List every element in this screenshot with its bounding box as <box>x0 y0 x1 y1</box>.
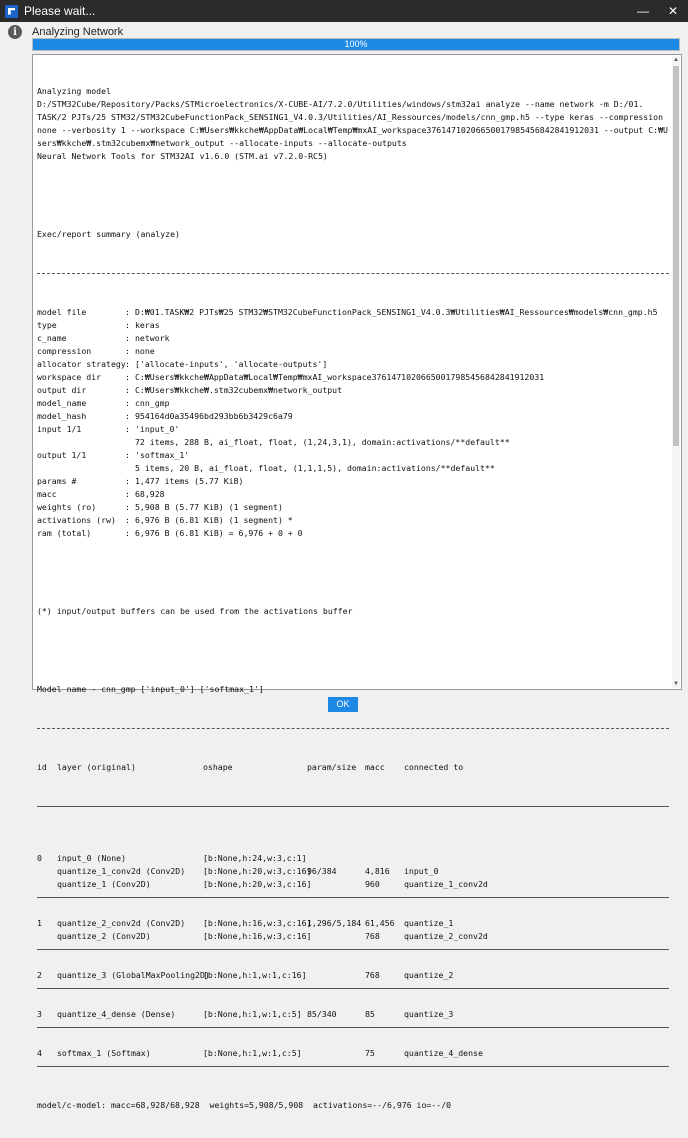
summary-detail: 5 items, 20 B, ai_float, float, (1,1,1,5), domain:activations/**default** <box>135 463 495 473</box>
header-layer: layer (original) <box>57 762 136 772</box>
separator: : <box>125 333 130 343</box>
cell-id: 0 <box>37 853 42 863</box>
separator: : <box>125 372 130 382</box>
separator: : <box>125 320 130 330</box>
summary-value: 6,976 B (6.81 KiB) = 6,976 + 0 + 0 <box>135 528 303 538</box>
summary-row <box>37 514 669 527</box>
summary-key: activations (rw) <box>37 515 116 525</box>
separator: : <box>125 398 130 408</box>
summary-key: type <box>37 320 57 330</box>
summary-value: 5,908 B (5.77 KiB) (1 segment) <box>135 502 283 512</box>
divider <box>37 267 669 280</box>
close-button[interactable]: ✕ <box>667 4 679 18</box>
divider <box>37 800 669 813</box>
window-controls <box>628 0 688 22</box>
cell-connected: quantize_4_dense <box>404 1048 483 1058</box>
separator: : <box>125 489 130 499</box>
header-oshape: oshape <box>203 762 233 772</box>
separator: : <box>125 450 130 460</box>
divider <box>37 943 669 956</box>
cell-layer: quantize_3 (GlobalMaxPooling2D) <box>57 970 210 980</box>
progress-bar <box>32 38 680 51</box>
footnote: (*) input/output buffers can be used from the activations buffer <box>37 606 353 616</box>
summary-key: allocator strategy <box>37 359 126 369</box>
separator: : <box>125 515 130 525</box>
table-row <box>37 865 669 878</box>
summary-key: model_name <box>37 398 87 408</box>
divider <box>37 722 669 735</box>
cell-macc: 4,816 <box>365 866 390 876</box>
cell-layer: quantize_1_conv2d (Conv2D) <box>57 866 186 876</box>
minimize-button[interactable]: — <box>637 4 649 18</box>
summary-row <box>37 410 669 423</box>
cell-layer: softmax_1 (Softmax) <box>57 1048 151 1058</box>
cell-param: 85/340 <box>307 1009 337 1019</box>
summary-row <box>37 319 669 332</box>
vertical-scrollbar[interactable] <box>672 56 680 688</box>
summary-key: output 1/1 <box>37 450 87 460</box>
summary-key: params # <box>37 476 77 486</box>
cell-oshape: [b:None,h:20,w:3,c:16] <box>203 866 312 876</box>
divider <box>37 891 669 904</box>
cell-macc: 75 <box>365 1048 375 1058</box>
separator: : <box>125 359 130 369</box>
cell-oshape: [b:None,h:1,w:1,c:5] <box>203 1009 302 1019</box>
summary-row <box>37 358 669 371</box>
summary-value: 'input_0' <box>135 424 180 434</box>
summary-value: ['allocate-inputs', 'allocate-outputs'] <box>135 359 328 369</box>
header-macc: macc <box>365 762 385 772</box>
summary-row <box>37 527 669 540</box>
summary-row <box>37 345 669 358</box>
cell-oshape: [b:None,h:16,w:3,c:16] <box>203 931 312 941</box>
status-label: Analyzing Network <box>32 26 124 38</box>
log-line: Neural Network Tools for STM32AI v1.6.0 (STM.ai v7.2.0-RC5) <box>37 151 328 161</box>
cell-connected: quantize_2_conv2d <box>404 931 488 941</box>
summary-key: workspace dir <box>37 372 102 382</box>
layer-table <box>37 839 669 1073</box>
summary-detail: 72 items, 288 B, ai_float, float, (1,24,3,1), domain:activations/**default** <box>135 437 510 447</box>
divider <box>37 1021 669 1034</box>
separator: : <box>125 528 130 538</box>
summary-value: network <box>135 333 170 343</box>
summary-value: cnn_gmp <box>135 398 170 408</box>
model-name-line: Model name - cnn_gmp ['input_0'] ['softmax_1'] <box>37 684 264 694</box>
cell-id: 3 <box>37 1009 42 1019</box>
summary-value: 954164d0a35496bd293bb6b3429c6a79 <box>135 411 293 421</box>
cell-macc: 61,456 <box>365 918 395 928</box>
cell-connected: quantize_2 <box>404 970 454 980</box>
log-line: Analyzing model <box>37 86 111 96</box>
footer-line: model/c-model: macc=68,928/68,928 weights=5,908/5,908 activations=--/6,976 io=--/0 <box>37 1100 452 1110</box>
cell-layer: quantize_4_dense (Dense) <box>57 1009 176 1019</box>
separator: : <box>125 502 130 512</box>
cell-oshape: [b:None,h:24,w:3,c:1] <box>203 853 307 863</box>
summary-value: 68,928 <box>135 489 165 499</box>
table-row <box>37 930 669 943</box>
separator: : <box>125 385 130 395</box>
info-icon: i <box>8 25 22 39</box>
cell-oshape: [b:None,h:1,w:1,c:5] <box>203 1048 302 1058</box>
table-row <box>37 878 669 891</box>
cell-macc: 960 <box>365 879 380 889</box>
table-row <box>37 969 669 982</box>
separator: : <box>125 307 130 317</box>
scroll-thumb[interactable] <box>673 66 679 446</box>
cell-connected: quantize_1_conv2d <box>404 879 488 889</box>
summary-title: Exec/report summary (analyze) <box>37 229 180 239</box>
cell-id: 2 <box>37 970 42 980</box>
summary-key: macc <box>37 489 57 499</box>
summary-value: 6,976 B (6.81 KiB) (1 segment) * <box>135 515 293 525</box>
cell-layer: quantize_2_conv2d (Conv2D) <box>57 918 186 928</box>
cell-macc: 768 <box>365 970 380 980</box>
summary-list <box>37 306 669 540</box>
scroll-down-icon[interactable]: ▼ <box>673 681 679 687</box>
summary-key: compression <box>37 346 92 356</box>
ok-button[interactable]: OK <box>328 697 358 712</box>
cell-layer: quantize_1 (Conv2D) <box>57 879 151 889</box>
cell-macc: 85 <box>365 1009 375 1019</box>
header-connected: connected to <box>404 762 464 772</box>
log-content <box>37 59 669 1138</box>
header-param: param/size <box>307 762 357 772</box>
summary-key: ram (total) <box>37 528 92 538</box>
divider <box>37 982 669 995</box>
table-row <box>37 1008 669 1021</box>
summary-key: model file <box>37 307 87 317</box>
separator: : <box>125 411 130 421</box>
separator: : <box>125 424 130 434</box>
log-line: D:/STM32Cube/Repository/Packs/STMicroelectronics/X-CUBE-AI/7.2.0/Utilities/windows/stm32ai analyze --name network -m D:/01. <box>37 99 644 109</box>
separator: : <box>125 476 130 486</box>
summary-row <box>37 397 669 410</box>
summary-row <box>37 488 669 501</box>
cell-layer: quantize_2 (Conv2D) <box>57 931 151 941</box>
table-row <box>37 852 669 865</box>
cell-oshape: [b:None,h:20,w:3,c:16] <box>203 879 312 889</box>
summary-key: input 1/1 <box>37 424 82 434</box>
summary-key: weights (ro) <box>37 502 97 512</box>
window-title: Please wait... <box>24 4 96 18</box>
summary-row <box>37 332 669 345</box>
summary-row <box>37 384 669 397</box>
cell-id: 1 <box>37 918 42 928</box>
log-header <box>37 85 669 163</box>
cell-param: 96/384 <box>307 866 337 876</box>
summary-row <box>37 423 669 436</box>
divider <box>37 1060 669 1073</box>
summary-value: 'softmax_1' <box>135 450 190 460</box>
summary-value: 1,477 items (5.77 KiB) <box>135 476 244 486</box>
scroll-up-icon[interactable]: ▲ <box>673 57 679 63</box>
separator: : <box>125 346 130 356</box>
log-line: TASK/2 PJTs/25 STM32/STM32CubeFunctionPack_SENSING1_V4.0.3/Utilities/AI_Ressources/models/cnn_gmp.h5 --type keras --compression none --verbosity 1 --workspace C:₩Users₩kkche₩AppData₩Local₩Temp₩mxAI_workspace37614710206650017985456842841912031 --output C:₩Users₩kkche₩.stm32cubemx₩network_output --allocate-inputs --allocate-outputs <box>37 112 668 148</box>
summary-row <box>37 371 669 384</box>
summary-value: C:₩Users₩kkche₩AppData₩Local₩Temp₩mxAI_workspace37614710206650017985456842841912031 <box>135 372 545 382</box>
cell-macc: 768 <box>365 931 380 941</box>
summary-value: C:₩Users₩kkche₩.stm32cubemx₩network_output <box>135 385 343 395</box>
summary-value: D:₩01.TASK₩2 PJTs₩25 STM32₩STM32CubeFunctionPack_SENSING1_V4.0.3₩Utilities₩AI_Ressources₩models₩cnn_gmp.h5 <box>135 307 658 317</box>
summary-row <box>37 449 669 462</box>
cell-id: 4 <box>37 1048 42 1058</box>
cell-connected: quantize_3 <box>404 1009 454 1019</box>
table-row <box>37 1047 669 1060</box>
header-id: id <box>37 762 47 772</box>
summary-row <box>37 475 669 488</box>
cell-oshape: [b:None,h:1,w:1,c:16] <box>203 970 307 980</box>
summary-row <box>37 306 669 319</box>
summary-row <box>37 501 669 514</box>
cell-layer: input_0 (None) <box>57 853 127 863</box>
summary-value: none <box>135 346 155 356</box>
title-bar <box>0 0 688 22</box>
cell-oshape: [b:None,h:16,w:3,c:16] <box>203 918 312 928</box>
cell-param: 1,296/5,184 <box>307 918 362 928</box>
cell-connected: quantize_1 <box>404 918 454 928</box>
summary-value: keras <box>135 320 160 330</box>
progress-text: 100% <box>344 39 368 49</box>
cell-connected: input_0 <box>404 866 439 876</box>
summary-key: c_name <box>37 333 67 343</box>
app-icon <box>5 5 18 18</box>
summary-key: output dir <box>37 385 87 395</box>
table-header <box>37 761 669 774</box>
table-row <box>37 917 669 930</box>
summary-key: model_hash <box>37 411 87 421</box>
